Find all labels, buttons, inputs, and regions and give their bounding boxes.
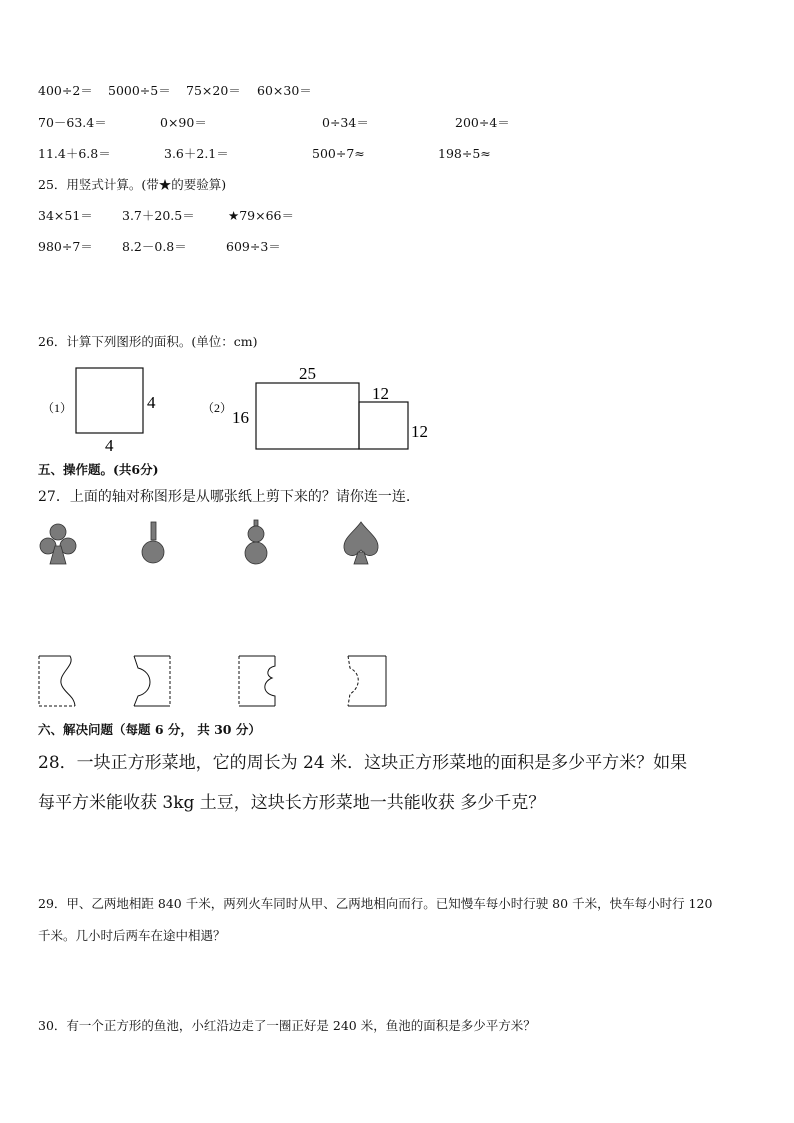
calc-item: 8.2－0.8＝ xyxy=(122,239,187,254)
calc-item: 3.6＋2.1＝ xyxy=(164,146,229,161)
figure-1-side-bottom: 4 xyxy=(105,436,114,455)
calc-item: ★79×66＝ xyxy=(228,208,294,223)
question-27: 27．上面的轴对称图形是从哪张纸上剪下来的？请你连一连. xyxy=(38,489,411,505)
calc-item: 5000÷5＝ xyxy=(108,83,171,98)
question-29-line-1: 29．甲、乙两地相距 840 千米，两列火车同时从甲、乙两地相向而行。已知慢车每小时行驶 80 千米，快车每小时行 120 xyxy=(38,896,713,911)
paper-pieces xyxy=(0,652,794,712)
club-shape xyxy=(40,524,76,564)
question-30: 30．有一个正方形的鱼池，小红沿边走了一圈正好是 240 米，鱼池的面积是多少平方米？ xyxy=(38,1018,536,1033)
figure-1-side-right: 4 xyxy=(147,393,156,412)
calc-item: 75×20＝ xyxy=(186,83,241,98)
ball-stick-shape xyxy=(142,522,164,563)
figure-2-small-rect xyxy=(359,402,408,449)
calc-item: 0÷34＝ xyxy=(322,115,369,130)
question-26-title: 26．计算下列图形的面积。(单位：cm) xyxy=(38,334,258,349)
calc-item: 70－63.4＝ xyxy=(38,115,107,130)
gourd-shape xyxy=(245,520,267,564)
paper-piece-2 xyxy=(134,656,170,706)
figure-2-big-rect xyxy=(256,383,359,449)
calc-item: 609÷3＝ xyxy=(226,239,281,254)
question-28-line-2: 每平方米能收获 3kg 土豆，这块长方形菜地一共能收获 多少千克？ xyxy=(38,793,546,813)
calc-item: 3.7＋20.5＝ xyxy=(122,208,195,223)
calc-item: 980÷7＝ xyxy=(38,239,93,254)
calc-item: 0×90＝ xyxy=(160,115,207,130)
area-figures xyxy=(0,355,794,455)
paper-piece-1 xyxy=(39,656,75,706)
figure-2-left-big: 16 xyxy=(232,408,249,427)
section-5-title: 五、操作题。(共6分) xyxy=(38,462,159,477)
figure-2-top-big: 25 xyxy=(299,364,316,383)
calc-item: 34×51＝ xyxy=(38,208,93,223)
spade-shape xyxy=(344,522,378,564)
figure-1-label: （1） xyxy=(42,401,73,415)
question-25-title: 25．用竖式计算。(带★的要验算) xyxy=(38,177,227,192)
figure-2-top-small: 12 xyxy=(372,384,389,403)
calc-item: 200÷4＝ xyxy=(455,115,510,130)
figure-2-right-small: 12 xyxy=(411,422,428,441)
symmetric-shapes xyxy=(0,518,794,578)
figure-2-label: （2） xyxy=(202,401,233,415)
section-6-title: 六、解决问题（每题 6 分， 共 30 分） xyxy=(38,722,261,737)
calc-item: 500÷7≈ xyxy=(312,146,365,161)
calc-item: 400÷2＝ xyxy=(38,83,93,98)
paper-piece-3 xyxy=(239,656,275,706)
calc-item: 11.4＋6.8＝ xyxy=(38,146,111,161)
figure-1-square xyxy=(76,368,143,433)
question-29-line-2: 千米。几小时后两车在途中相遇？ xyxy=(38,928,226,943)
calc-item: 60×30＝ xyxy=(257,83,312,98)
question-28-line-1: 28．一块正方形菜地，它的周长为 24 米．这块正方形菜地的面积是多少平方米？如果 xyxy=(38,753,688,773)
calc-item: 198÷5≈ xyxy=(438,146,491,161)
paper-piece-4 xyxy=(348,656,386,706)
